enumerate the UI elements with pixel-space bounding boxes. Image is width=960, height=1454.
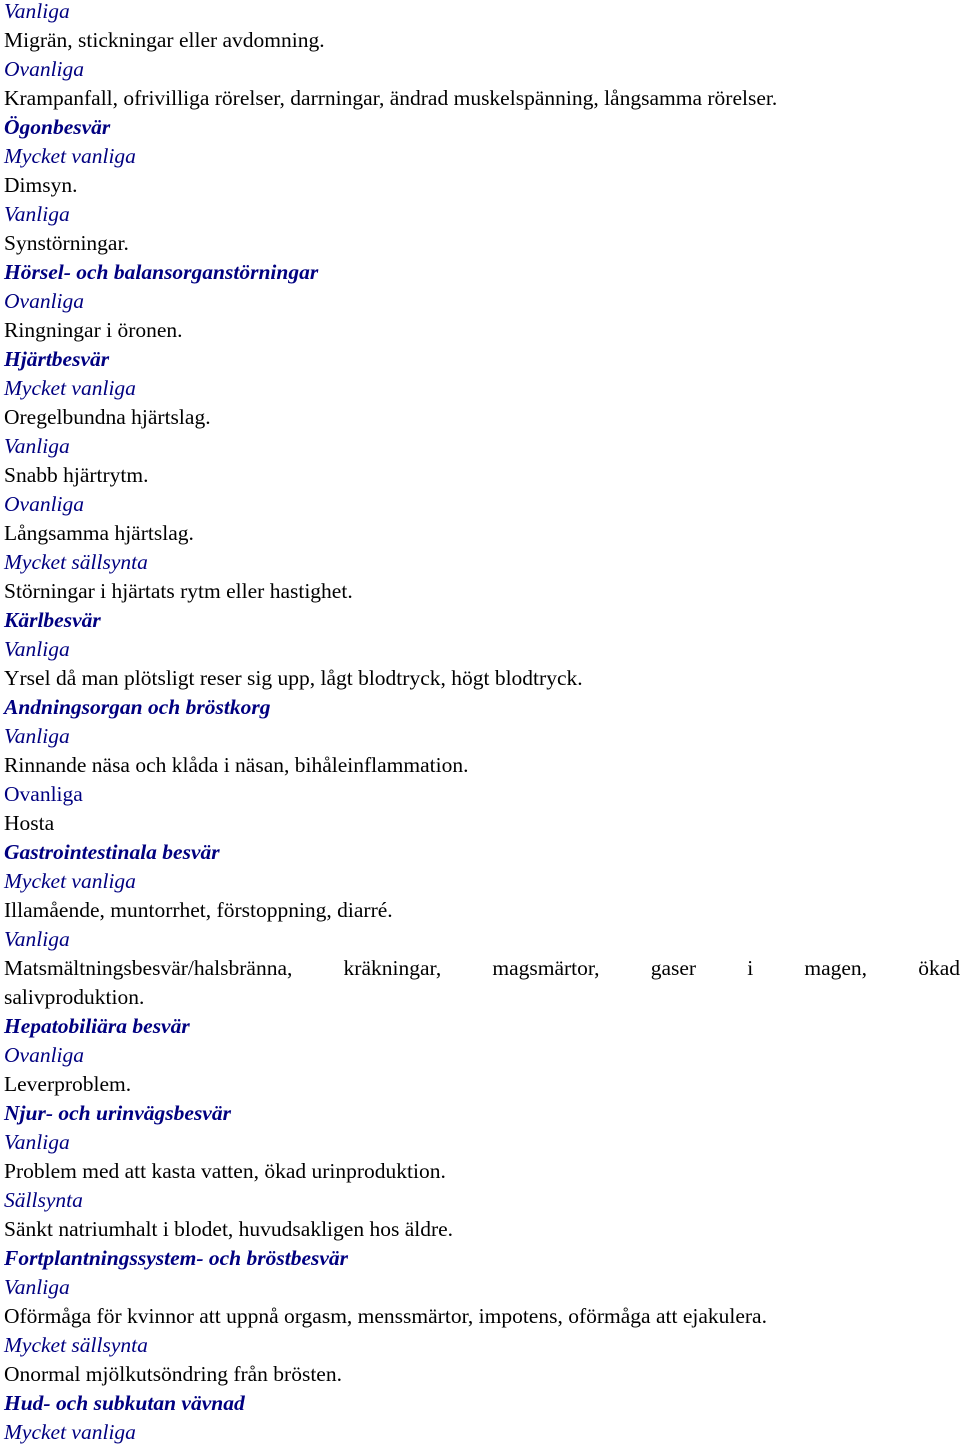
frequency-label: Vanliga <box>4 724 70 748</box>
symptom-description: Yrsel då man plötsligt reser sig upp, lågt blodtryck, högt blodtryck. <box>4 666 583 690</box>
symptom-description: salivproduktion. <box>4 985 145 1009</box>
frequency-label: Sällsynta <box>4 1188 83 1212</box>
frequency-label: Mycket vanliga <box>4 1420 136 1444</box>
symptom-description: Krampanfall, ofrivilliga rörelser, darrningar, ändrad muskelspänning, långsamma rörelser. <box>4 86 778 110</box>
symptom-description: Oförmåga för kvinnor att uppnå orgasm, menssmärtor, impotens, oförmåga att ejakulera. <box>4 1304 767 1328</box>
category-heading: Hörsel- och balansorganstörningar <box>4 260 319 284</box>
category-heading: Njur- och urinvägsbesvär <box>4 1101 231 1125</box>
frequency-label: Ovanliga <box>4 1043 85 1067</box>
symptom-description: Dimsyn. <box>4 173 78 197</box>
category-heading: Kärlbesvär <box>4 608 101 632</box>
symptom-description: Migrän, stickningar eller avdomning. <box>4 28 325 52</box>
symptom-description: Rinnande näsa och klåda i näsan, bihåleinflammation. <box>4 753 469 777</box>
document-body <box>4 0 960 1447</box>
frequency-label: Vanliga <box>4 0 70 23</box>
frequency-label: Ovanliga <box>4 57 85 81</box>
symptom-description: Oregelbundna hjärtslag. <box>4 405 211 429</box>
frequency-label: Ovanliga <box>4 492 85 516</box>
symptom-description: Hosta <box>4 811 55 835</box>
symptom-description: Matsmältningsbesvär/halsbränna, kräkningar, magsmärtor, gaser i magen, ökad <box>4 956 960 980</box>
frequency-label: Mycket sällsynta <box>4 550 148 574</box>
category-heading: Hepatobiliära besvär <box>4 1014 190 1038</box>
symptom-description: Leverproblem. <box>4 1072 132 1096</box>
frequency-label: Mycket vanliga <box>4 376 136 400</box>
category-heading: Ögonbesvär <box>4 115 111 139</box>
category-heading: Hud- och subkutan vävnad <box>4 1391 245 1415</box>
symptom-description: Sänkt natriumhalt i blodet, huvudsakligen hos äldre. <box>4 1217 454 1241</box>
category-heading: Gastrointestinala besvär <box>4 840 220 864</box>
category-heading: Hjärtbesvär <box>4 347 110 371</box>
frequency-label: Vanliga <box>4 1130 70 1154</box>
category-heading: Andningsorgan och bröstkorg <box>4 695 271 719</box>
frequency-label: Vanliga <box>4 927 70 951</box>
frequency-label: Ovanliga <box>4 782 83 806</box>
symptom-description: Illamående, muntorrhet, förstoppning, diarré. <box>4 898 393 922</box>
symptom-description: Snabb hjärtrytm. <box>4 463 149 487</box>
frequency-label: Vanliga <box>4 202 70 226</box>
frequency-label: Mycket vanliga <box>4 144 136 168</box>
frequency-label: Ovanliga <box>4 289 85 313</box>
symptom-description: Långsamma hjärtslag. <box>4 521 194 545</box>
frequency-label: Mycket sällsynta <box>4 1333 148 1357</box>
symptom-description: Onormal mjölkutsöndring från brösten. <box>4 1362 342 1386</box>
frequency-label: Mycket vanliga <box>4 869 136 893</box>
frequency-label: Vanliga <box>4 637 70 661</box>
category-heading: Fortplantningssystem- och bröstbesvär <box>4 1246 349 1270</box>
symptom-description: Problem med att kasta vatten, ökad urinproduktion. <box>4 1159 446 1183</box>
frequency-label: Vanliga <box>4 1275 70 1299</box>
symptom-description: Synstörningar. <box>4 231 129 255</box>
symptom-description: Störningar i hjärtats rytm eller hastighet. <box>4 579 353 603</box>
frequency-label: Vanliga <box>4 434 70 458</box>
symptom-description: Ringningar i öronen. <box>4 318 183 342</box>
